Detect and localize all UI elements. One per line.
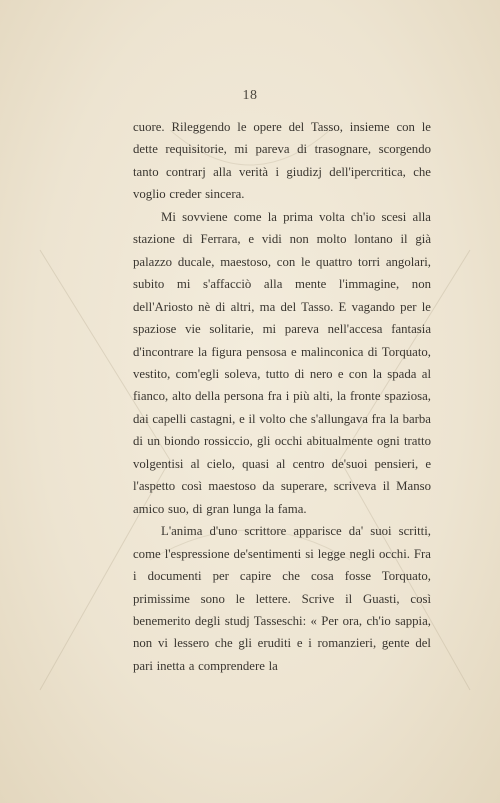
body-text [133, 116, 431, 677]
page-number: 18 [242, 88, 258, 103]
paragraph-2: Mi sovviene come la prima volta ch'io scesi alla stazione di Ferrara, e vidi non molto lontano il già palazzo ducale, maestoso, con le quattro torri angolari, subito mi s'affacciò alla mente l'immagine, non dell'Ariosto nè di altri, ma del Tasso. E vagando per le spaziose vie solitarie, mi pareva nell'accesa fantasia d'incontrare la figura pensosa e malinconica di Torquato, vestito, com'egli soleva, tutto di nero e con la spada al fianco, alto della persona fra i più alti, la fronte spaziosa, dai capelli castagni, e il volto che s'allungava fra la barba di un biondo rossiccio, gli occhi abitualmente ogni tratto volgentisi al cielo, quasi al centro de'suoi pensieri, e l'aspetto così maestoso da superare, scriveva il Manso amico suo, di gran lunga la fama. [133, 209, 431, 516]
paragraph-3: L'anima d'uno scrittore apparisce da' suoi scritti, come l'espressione de'sentimenti si legge negli occhi. Fra i documenti per capire che cosa fosse Torquato, primissime sono le lettere. Scrive il Guasti, così benemerito degli studj Tasseschi: « Per ora, ch'io sappia, non vi lessero che gli eruditi e i romanzieri, gente del pari inetta a comprendere la [133, 524, 431, 673]
paragraph-1: cuore. Rileggendo le opere del Tasso, insieme con le dette requisitorie, mi pareva di trasognare, scorgendo tanto contrarj alla verità i giudizj dell'ipercritica, che voglio creder sincera. [133, 120, 431, 202]
